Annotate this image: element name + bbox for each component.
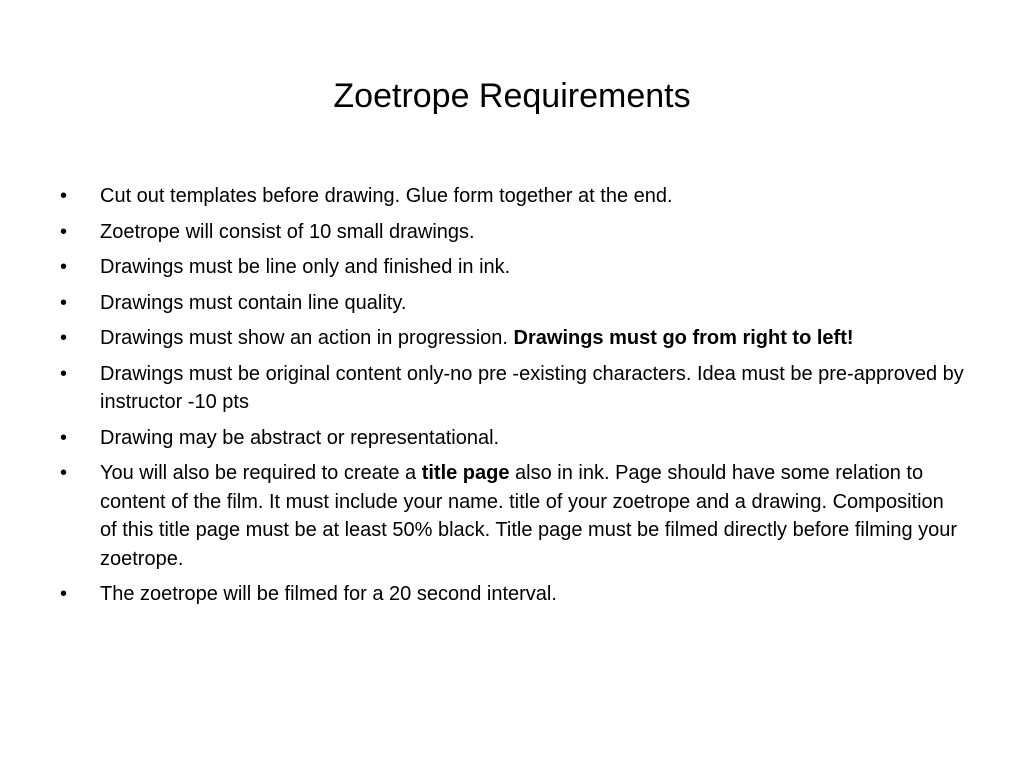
requirement-item <box>60 424 965 453</box>
requirement-text: Drawings must show an action in progression. <box>100 327 514 349</box>
requirement-text: Cut out templates before drawing. Glue form together at the end. <box>100 185 673 207</box>
bullet-icon: • <box>60 185 68 207</box>
requirement-text: Drawings must contain line quality. <box>100 291 407 314</box>
bullet-icon: • <box>60 583 68 605</box>
requirement-text: Drawings must be line only and finished in ink. <box>100 256 511 278</box>
requirement-item <box>60 218 965 247</box>
bullet-icon: • <box>60 327 68 349</box>
bullet-icon: • <box>60 256 68 278</box>
requirement-item <box>60 324 965 353</box>
requirement-text: The zoetrope will be filmed for a 20 second interval. <box>100 583 557 605</box>
bullet-icon: • <box>60 426 68 449</box>
requirement-item <box>60 289 965 318</box>
requirement-item <box>60 360 965 417</box>
requirement-text: You will also be required to create a <box>100 462 422 484</box>
bullet-icon: • <box>60 362 68 385</box>
requirements-list <box>60 182 965 616</box>
bullet-icon: • <box>60 462 68 484</box>
requirement-emphasis: Drawings must go from right to left! <box>513 327 854 349</box>
requirement-item <box>60 580 965 609</box>
bullet-icon: • <box>60 220 68 243</box>
requirement-item <box>60 253 965 282</box>
requirement-item <box>60 459 965 573</box>
requirement-text: Zoetrope will consist of 10 small drawings. <box>100 220 475 243</box>
slide-title: Zoetrope Requirements <box>333 77 691 115</box>
requirement-text: Drawing may be abstract or representational. <box>100 426 500 449</box>
bullet-icon: • <box>60 291 68 314</box>
requirement-text: Drawings must be original content only-no pre -existing characters. Idea must be pre-approved by instructor -10 pts <box>100 362 964 413</box>
requirement-item <box>60 182 965 211</box>
requirement-emphasis: title page <box>421 462 510 484</box>
requirement-text: also in ink. Page should have some relation to content of the film. It must include your name. title of your zoetrope and a drawing. Composition of this title page must be at least 50% black. Title page must be filmed directly before filming your zoetrope. <box>100 462 958 570</box>
